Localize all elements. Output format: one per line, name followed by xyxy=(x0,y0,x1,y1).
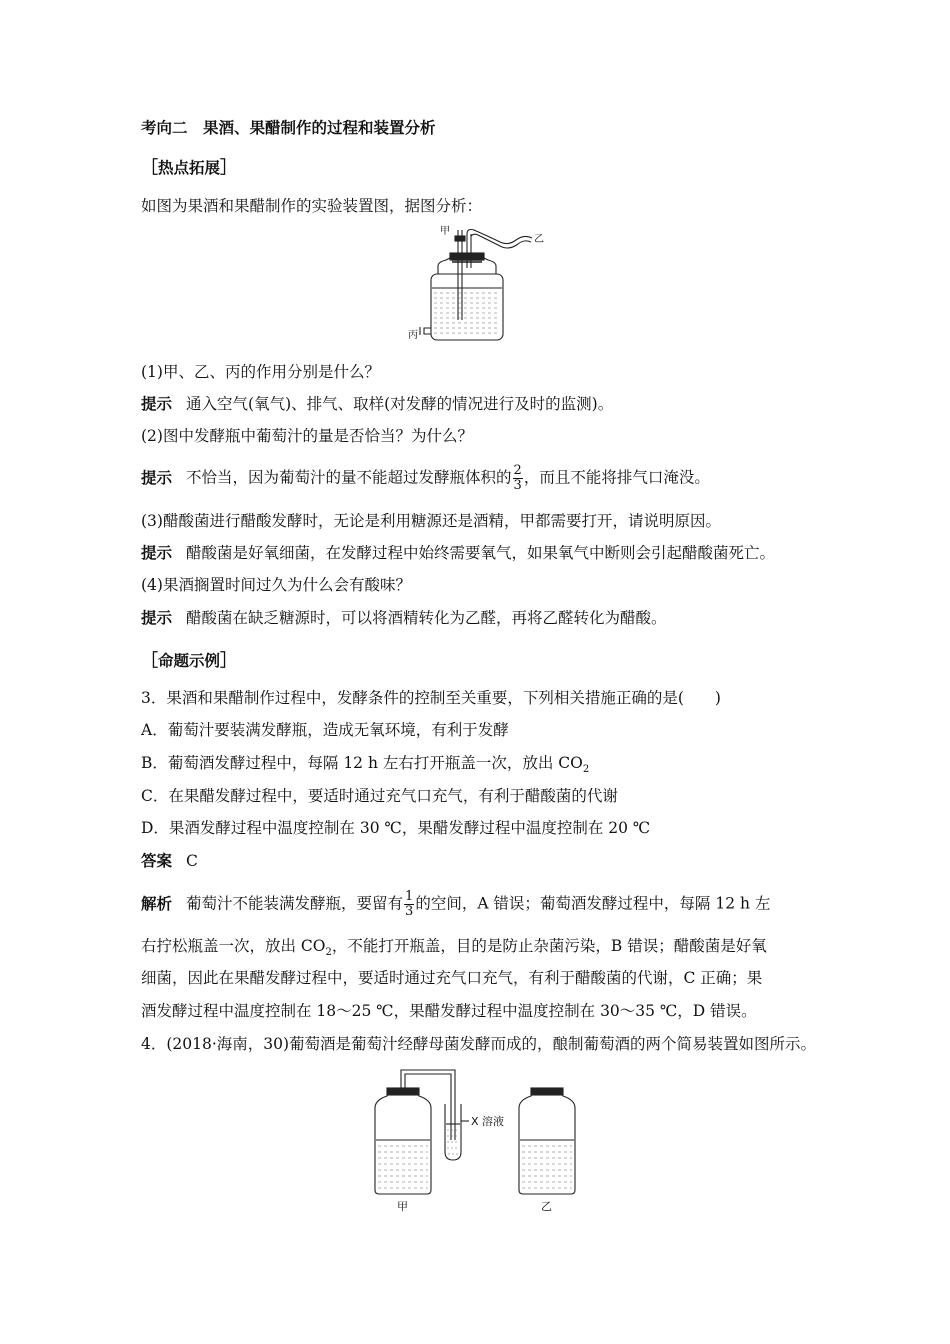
fraction-two-thirds: $\frac{2}{3}$ xyxy=(513,463,522,493)
answer-1 xyxy=(141,394,613,414)
fig1-label-jia: 甲 xyxy=(440,226,450,237)
answer-2 xyxy=(141,464,710,493)
intro-text: 如图为果酒和果醋制作的实验装置图，据图分析： xyxy=(141,197,483,215)
fermentation-apparatus-figure xyxy=(400,224,560,348)
example-label: 命题示例 xyxy=(158,652,221,670)
hot-expand-heading xyxy=(141,158,237,178)
answer-1-text: 通入空气(氧气)、排气、取样(对发酵的情况进行及时的监测)。 xyxy=(186,395,614,413)
bracket-close: ］ xyxy=(220,158,238,178)
hot-expand-label: 热点拓展 xyxy=(158,159,221,177)
answer-2-text-post: ，而且不能将排气口淹没。 xyxy=(523,468,710,487)
fig2-x-solution-label: X 溶液 xyxy=(471,1115,505,1128)
tip-label: 提示 xyxy=(141,544,173,562)
question-1: (1)甲、乙、丙的作用分别是什么？ xyxy=(141,363,380,381)
fig1-label-bing: 丙 xyxy=(408,330,418,341)
q3-option-b: B．葡萄酒发酵过程中，每隔 12 h 左右打开瓶盖一次，放出 $CO_2$ xyxy=(141,754,590,776)
bracket-open: ［ xyxy=(141,651,158,671)
q3-option-d: D．果酒发酵过程中温度控制在 30 ℃，果醋发酵过程中温度控制在 20 ℃ xyxy=(141,819,651,837)
tip-label: 提示 xyxy=(141,609,173,627)
q3-option-a: A．葡萄汁要装满发酵瓶，造成无氧环境，有利于发酵 xyxy=(141,721,509,739)
tip-label: 提示 xyxy=(141,395,173,413)
answer-2-text-pre: 不恰当，因为葡萄汁的量不能超过发酵瓶体积的 xyxy=(186,468,512,487)
fig1-label-yi: 乙 xyxy=(534,234,544,245)
q3-option-c: C．在果醋发酵过程中，要适时通过充气口充气，有利于醋酸菌的代谢 xyxy=(141,787,618,805)
tip-label: 提示 xyxy=(141,468,173,487)
answer-4-text: 醋酸菌在缺乏糖源时，可以将酒精转化为乙醛，再将乙醛转化为醋酸。 xyxy=(186,609,667,627)
question-4: (4)果酒搁置时间过久为什么会有酸味？ xyxy=(141,576,411,594)
q3-analysis-line-4: 酒发酵过程中温度控制在 18～25 ℃，果醋发酵过程中温度控制在 30～35 ℃，D 错误。 xyxy=(141,1002,757,1020)
answer-3-text: 醋酸菌是好氧细菌，在发酵过程中始终需要氧气，如果氧气中断则会引起醋酸菌死亡。 xyxy=(186,544,776,562)
q3-stem: 3．果酒和果醋制作过程中，发酵条件的控制至关重要，下列相关措施正确的是( ) xyxy=(141,689,721,707)
question-3: (3)醋酸菌进行醋酸发酵时，无论是利用糖源还是酒精，甲都需要打开，请说明原因。 xyxy=(141,512,721,530)
q3-analysis-line-2: 右拧松瓶盖一次，放出 $CO_2$，不能打开瓶盖，目的是防止杂菌污染，B 错误；醋酸菌是好氧 xyxy=(141,937,767,959)
q3-analysis-line-3: 细菌，因此在果醋发酵过程中，要适时通过充气口充气，有利于醋酸菌的代谢，C 正确；果 xyxy=(141,969,763,987)
q4-stem: 4．(2018·海南，30)葡萄酒是葡萄汁经酵母菌发酵而成的，酿制葡萄酒的两个简易装置如图所示。 xyxy=(141,1035,817,1053)
q3-answer xyxy=(141,851,198,871)
bracket-open: ［ xyxy=(141,158,158,178)
section-title: 考向二 果酒、果醋制作的过程和装置分析 xyxy=(141,119,436,137)
answer-3 xyxy=(141,543,775,563)
fig2-label-yi: 乙 xyxy=(541,1200,552,1213)
bracket-close: ］ xyxy=(220,651,238,671)
fig2-label-jia: 甲 xyxy=(397,1200,408,1213)
fraction-one-third: $\frac{1}{3}$ xyxy=(405,889,414,919)
example-heading xyxy=(141,651,237,671)
analysis-label: 解析 xyxy=(141,894,173,913)
answer-4 xyxy=(141,608,667,628)
answer-value: C xyxy=(186,852,198,870)
wine-fermentation-devices-figure xyxy=(365,1064,585,1216)
answer-label: 答案 xyxy=(141,852,173,870)
q3-analysis-line-1: 解析 葡萄汁不能装满发酵瓶，要留有 $\frac{1}{3}$ 的空间，A 错误；葡萄酒发酵过程中，每隔 12 h 左 xyxy=(141,889,771,919)
question-2: (2)图中发酵瓶中葡萄汁的量是否恰当？为什么？ xyxy=(141,427,473,445)
